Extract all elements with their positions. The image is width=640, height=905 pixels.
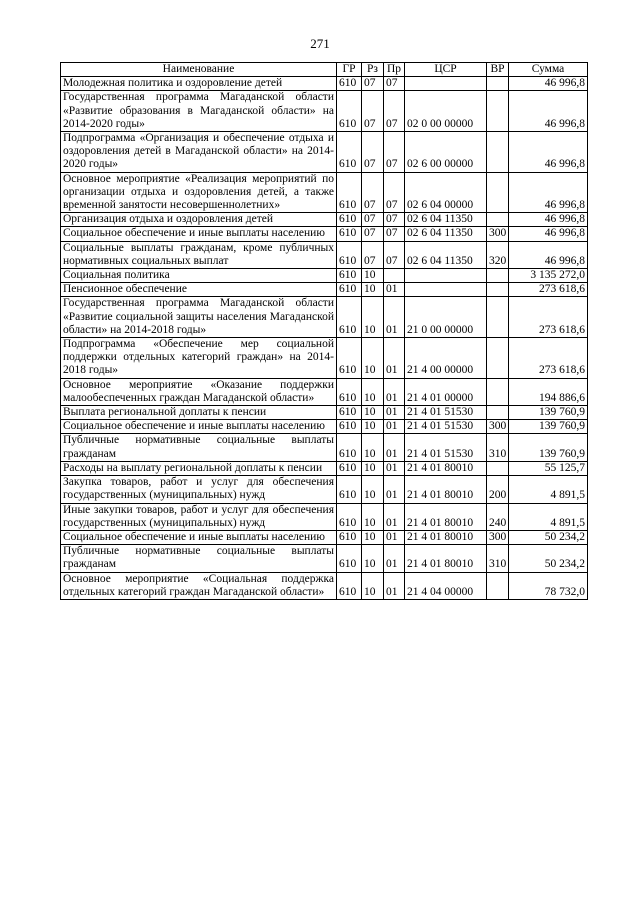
cell-vr: 310 [487,434,509,461]
cell-gr: 610 [337,297,362,338]
cell-pr: 01 [384,461,405,475]
cell-csr: 21 0 00 00000 [405,297,487,338]
cell-gr: 610 [337,476,362,503]
cell-sum: 46 996,8 [509,132,588,173]
table-row [61,338,588,379]
cell-name: Публичные нормативные социальные выплаты гражданам [61,434,337,461]
cell-sum: 139 760,9 [509,420,588,434]
table-row [61,213,588,227]
cell-pr: 01 [384,420,405,434]
cell-vr [487,378,509,405]
header-name: Наименование [61,63,337,77]
cell-csr: 21 4 01 80010 [405,476,487,503]
cell-name: Государственная программа Магаданской области «Развитие социальной защиты населения Магаданской области» на 2014-2018 годы» [61,297,337,338]
cell-vr [487,91,509,132]
cell-name: Социальная политика [61,269,337,283]
cell-name: Организация отдыха и оздоровления детей [61,213,337,227]
cell-name: Публичные нормативные социальные выплаты гражданам [61,545,337,572]
cell-vr: 320 [487,241,509,268]
cell-sum: 3 135 272,0 [509,269,588,283]
cell-vr [487,213,509,227]
cell-sum: 194 886,6 [509,378,588,405]
cell-name: Социальное обеспечение и иные выплаты населению [61,227,337,241]
cell-rz: 10 [362,269,384,283]
table-row [61,476,588,503]
cell-rz: 10 [362,406,384,420]
cell-pr: 07 [384,132,405,173]
cell-vr: 300 [487,420,509,434]
cell-vr: 240 [487,503,509,530]
table-row [61,132,588,173]
table-body [61,77,588,600]
cell-sum: 50 234,2 [509,545,588,572]
cell-rz: 07 [362,172,384,213]
cell-pr: 01 [384,476,405,503]
cell-vr [487,172,509,213]
cell-rz: 10 [362,420,384,434]
cell-pr: 07 [384,241,405,268]
cell-rz: 10 [362,338,384,379]
table-row [61,461,588,475]
cell-pr: 07 [384,77,405,91]
cell-name: Государственная программа Магаданской области «Развитие образования в Магаданской области» на 2014-2020 годы» [61,91,337,132]
cell-name: Подпрограмма «Обеспечение мер социальной поддержки отдельных категорий граждан» на 2014-2018 годы» [61,338,337,379]
cell-name: Выплата региональной доплаты к пенсии [61,406,337,420]
cell-pr [384,269,405,283]
cell-csr: 21 4 01 51530 [405,420,487,434]
cell-pr: 01 [384,406,405,420]
cell-gr: 610 [337,461,362,475]
cell-pr: 01 [384,503,405,530]
cell-pr: 01 [384,545,405,572]
cell-rz: 10 [362,530,384,544]
header-pr: Пр [384,63,405,77]
cell-sum: 273 618,6 [509,338,588,379]
header-rz: Рз [362,63,384,77]
cell-csr: 02 6 04 11350 [405,213,487,227]
table-row [61,269,588,283]
cell-gr: 610 [337,269,362,283]
cell-sum: 55 125,7 [509,461,588,475]
table-row [61,572,588,599]
cell-pr: 01 [384,297,405,338]
cell-gr: 610 [337,434,362,461]
cell-gr: 610 [337,406,362,420]
cell-sum: 273 618,6 [509,283,588,297]
header-csr: ЦСР [405,63,487,77]
cell-pr: 01 [384,530,405,544]
cell-vr [487,297,509,338]
cell-gr: 610 [337,378,362,405]
cell-csr: 21 4 01 51530 [405,406,487,420]
cell-gr: 610 [337,77,362,91]
cell-sum: 4 891,5 [509,503,588,530]
cell-name: Социальные выплаты гражданам, кроме публичных нормативных социальных выплат [61,241,337,268]
table-row [61,283,588,297]
cell-gr: 610 [337,572,362,599]
cell-csr: 02 0 00 00000 [405,91,487,132]
cell-rz: 07 [362,227,384,241]
cell-pr: 07 [384,213,405,227]
cell-csr [405,283,487,297]
cell-name: Социальное обеспечение и иные выплаты населению [61,530,337,544]
cell-name: Иные закупки товаров, работ и услуг для обеспечения государственных (муниципальных) нужд [61,503,337,530]
cell-vr: 300 [487,227,509,241]
cell-rz: 07 [362,132,384,173]
cell-rz: 10 [362,476,384,503]
cell-gr: 610 [337,91,362,132]
cell-sum: 273 618,6 [509,297,588,338]
cell-gr: 610 [337,283,362,297]
cell-vr: 310 [487,545,509,572]
cell-pr: 01 [384,378,405,405]
header-gr: ГР [337,63,362,77]
table-row [61,241,588,268]
cell-sum: 46 996,8 [509,213,588,227]
cell-pr: 07 [384,172,405,213]
cell-vr [487,269,509,283]
cell-gr: 610 [337,530,362,544]
cell-csr: 02 6 00 00000 [405,132,487,173]
table-row [61,172,588,213]
cell-vr [487,338,509,379]
table-row [61,227,588,241]
cell-vr [487,406,509,420]
table-row [61,406,588,420]
table-row [61,545,588,572]
cell-vr [487,461,509,475]
cell-vr [487,283,509,297]
cell-csr: 21 4 01 80010 [405,530,487,544]
budget-table [60,62,588,600]
cell-gr: 610 [337,172,362,213]
table-row [61,434,588,461]
table-row [61,378,588,405]
cell-csr: 21 4 01 80010 [405,503,487,530]
cell-rz: 10 [362,461,384,475]
table-row [61,77,588,91]
cell-pr: 01 [384,572,405,599]
table-row [61,530,588,544]
cell-gr: 610 [337,227,362,241]
cell-pr: 07 [384,227,405,241]
cell-gr: 610 [337,132,362,173]
cell-rz: 07 [362,91,384,132]
cell-sum: 46 996,8 [509,241,588,268]
cell-rz: 10 [362,545,384,572]
cell-sum: 46 996,8 [509,91,588,132]
table-row [61,91,588,132]
cell-name: Основное мероприятие «Оказание поддержки малообеспеченных граждан Магаданской области» [61,378,337,405]
cell-rz: 10 [362,297,384,338]
cell-sum: 46 996,8 [509,172,588,213]
table-header-row [61,63,588,77]
cell-rz: 07 [362,241,384,268]
cell-name: Подпрограмма «Организация и обеспечение отдыха и оздоровления детей в Магаданской области» на 2014-2020 годы» [61,132,337,173]
cell-name: Основное мероприятие «Социальная поддержка отдельных категорий граждан Магаданской области» [61,572,337,599]
cell-csr: 21 4 00 00000 [405,338,487,379]
cell-rz: 10 [362,434,384,461]
cell-csr: 02 6 04 11350 [405,227,487,241]
cell-gr: 610 [337,545,362,572]
cell-sum: 4 891,5 [509,476,588,503]
cell-csr: 02 6 04 00000 [405,172,487,213]
cell-name: Закупка товаров, работ и услуг для обеспечения государственных (муниципальных) нужд [61,476,337,503]
table-row [61,503,588,530]
cell-gr: 610 [337,241,362,268]
cell-name: Молодежная политика и оздоровление детей [61,77,337,91]
cell-sum: 78 732,0 [509,572,588,599]
cell-pr: 01 [384,283,405,297]
header-sum: Сумма [509,63,588,77]
cell-sum: 139 760,9 [509,434,588,461]
cell-sum: 46 996,8 [509,77,588,91]
cell-csr: 21 4 01 00000 [405,378,487,405]
cell-csr: 21 4 01 80010 [405,545,487,572]
cell-csr [405,269,487,283]
header-vr: ВР [487,63,509,77]
cell-sum: 50 234,2 [509,530,588,544]
cell-gr: 610 [337,420,362,434]
cell-name: Расходы на выплату региональной доплаты к пенсии [61,461,337,475]
cell-pr: 07 [384,91,405,132]
cell-pr: 01 [384,338,405,379]
cell-rz: 10 [362,283,384,297]
cell-csr: 21 4 01 51530 [405,434,487,461]
cell-gr: 610 [337,213,362,227]
cell-csr: 21 4 01 80010 [405,461,487,475]
cell-rz: 07 [362,77,384,91]
cell-gr: 610 [337,338,362,379]
cell-gr: 610 [337,503,362,530]
table-row [61,297,588,338]
cell-vr: 200 [487,476,509,503]
cell-rz: 10 [362,378,384,405]
cell-vr [487,77,509,91]
cell-csr: 21 4 04 00000 [405,572,487,599]
cell-name: Социальное обеспечение и иные выплаты населению [61,420,337,434]
cell-csr [405,77,487,91]
cell-sum: 46 996,8 [509,227,588,241]
cell-vr: 300 [487,530,509,544]
cell-vr [487,132,509,173]
cell-sum: 139 760,9 [509,406,588,420]
table-row [61,420,588,434]
cell-csr: 02 6 04 11350 [405,241,487,268]
cell-pr: 01 [384,434,405,461]
cell-rz: 07 [362,213,384,227]
cell-name: Пенсионное обеспечение [61,283,337,297]
cell-rz: 10 [362,572,384,599]
cell-vr [487,572,509,599]
cell-name: Основное мероприятие «Реализация мероприятий по организации отдыха и оздоровления детей, а также временной занятости несовершеннолетних» [61,172,337,213]
page-number: 271 [310,36,330,51]
cell-rz: 10 [362,503,384,530]
